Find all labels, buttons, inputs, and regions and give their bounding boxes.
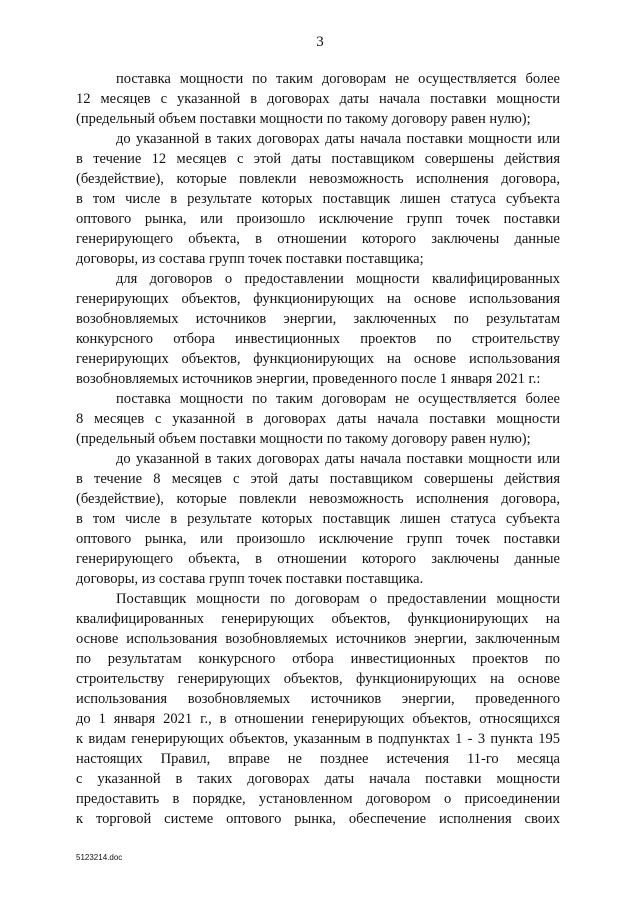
text-line: к торговой системе оптового рынка, обеспечение исполнения своих	[76, 811, 560, 827]
page-number: 3	[316, 34, 324, 50]
text-line: поставка мощности по таким договорам не осуществляется более	[116, 391, 560, 407]
text-line: 12 месяцев с указанной в договорах даты начала поставки мощности	[76, 91, 560, 107]
text-line: возобновляемых источников энергии, проведенного после 1 января 2021 г.:	[76, 371, 541, 387]
text-line: (предельный объем поставки мощности по такому договору равен нулю);	[76, 111, 531, 127]
text-line: (бездействие), которые повлекли невозможность исполнения договора,	[76, 171, 560, 187]
text-line: до указанной в таких договорах даты начала поставки мощности или	[116, 131, 560, 147]
paragraph	[76, 269, 560, 389]
text-line: основе использования возобновляемых источников энергии, заключенным	[76, 631, 560, 647]
text-line: оптового рынка, или произошло исключение групп точек поставки	[76, 531, 560, 547]
text-line: Поставщик мощности по договорам о предоставлении мощности	[116, 591, 560, 607]
text-line: к видам генерирующих объектов, указанным в подпунктах 1 - 3 пункта 195	[76, 731, 560, 747]
text-line: генерирующих объектов, функционирующих на основе использования	[76, 291, 560, 307]
paragraph	[76, 129, 560, 269]
text-line: настоящих Правил, вправе не позднее истечения 11-го месяца	[76, 751, 560, 767]
text-line: предоставить в порядке, установленном договором о присоединении	[76, 791, 560, 807]
text-line: в том числе в результате которых поставщик лишен статуса субъекта	[76, 511, 560, 527]
text-line: квалифицированных генерирующих объектов, функционирующих на	[76, 611, 560, 627]
text-line: договоры, из состава групп точек поставки поставщика;	[76, 251, 424, 267]
document-body	[76, 69, 560, 829]
text-line: договоры, из состава групп точек поставки поставщика.	[76, 571, 424, 587]
text-line: (бездействие), которые повлекли невозможность исполнения договора,	[76, 491, 560, 507]
paragraph	[76, 389, 560, 449]
text-line: оптового рынка, или произошло исключение групп точек поставки	[76, 211, 560, 227]
text-line: генерирующего объекта, в отношении которого заключены данные	[76, 231, 560, 247]
paragraph	[76, 589, 560, 829]
footer-filename: 5123214.doc	[76, 853, 123, 862]
text-line: (предельный объем поставки мощности по такому договору равен нулю);	[76, 431, 531, 447]
text-line: генерирующего объекта, в отношении которого заключены данные	[76, 551, 560, 567]
text-line: с указанной в таких договорах даты начала поставки мощности	[76, 771, 560, 787]
text-line: в том числе в результате которых поставщик лишен статуса субъекта	[76, 191, 560, 207]
text-line: возобновляемых источников энергии, заключенных по результатам	[76, 311, 560, 327]
text-line: до указанной в таких договорах даты начала поставки мощности или	[116, 451, 560, 467]
text-line: в течение 12 месяцев с этой даты поставщиком совершены действия	[76, 151, 560, 167]
text-line: для договоров о предоставлении мощности квалифицированных	[116, 271, 560, 287]
text-line: до 1 января 2021 г., в отношении генерирующих объектов, относящихся	[76, 711, 560, 727]
text-line: 8 месяцев с указанной в договорах даты начала поставки мощности	[76, 411, 560, 427]
text-line: генерирующих объектов, функционирующих на основе использования	[76, 351, 560, 367]
text-line: строительству генерирующих объектов, функционирующих на основе	[76, 671, 560, 687]
text-line: по результатам конкурсного отбора инвестиционных проектов по	[76, 651, 560, 667]
paragraph	[76, 449, 560, 589]
text-line: конкурсного отбора инвестиционных проектов по строительству	[76, 331, 560, 347]
text-line: в течение 8 месяцев с этой даты поставщиком совершены действия	[76, 471, 560, 487]
paragraph	[76, 69, 560, 129]
text-line: использования возобновляемых источников энергии, проведенного	[76, 691, 560, 707]
text-line: поставка мощности по таким договорам не осуществляется более	[116, 71, 560, 87]
